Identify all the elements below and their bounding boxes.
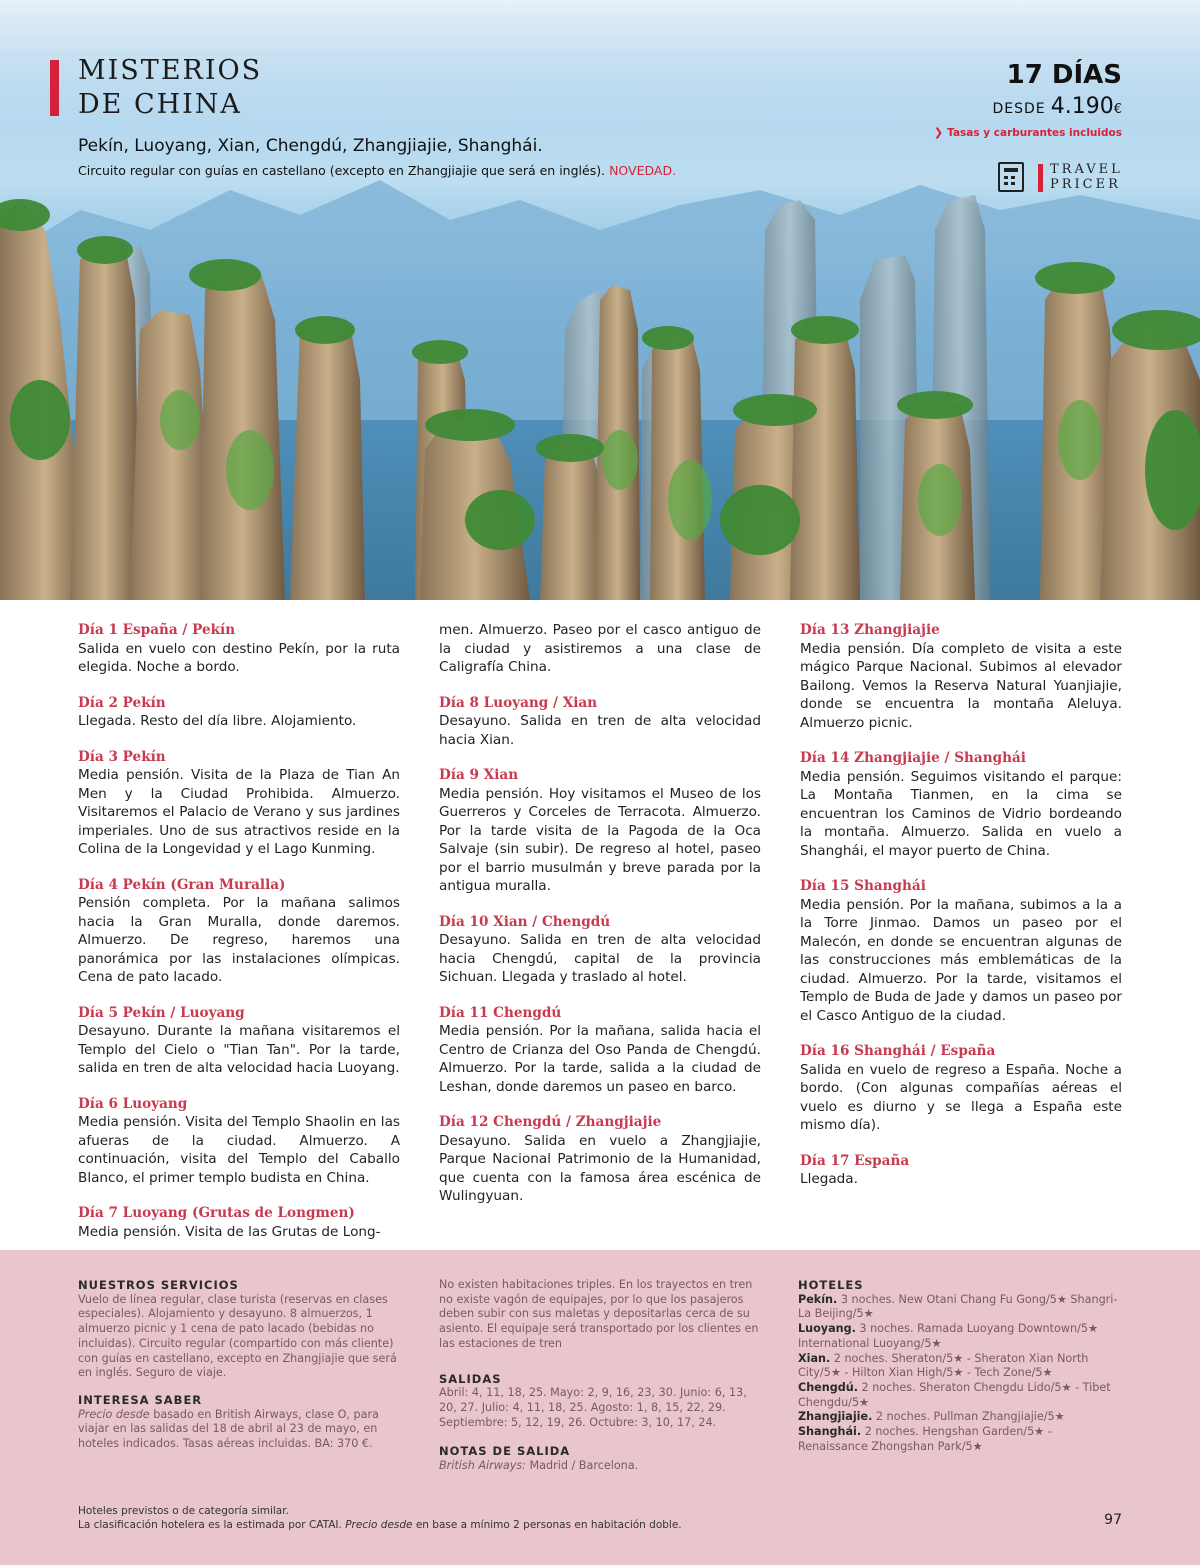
- day-description: Salida en vuelo de regreso a España. Noche a bordo. (Con algunas compañías aéreas el vuelo es diurno y se llega a España este mismo día).: [800, 1061, 1122, 1133]
- itinerary-day: [78, 694, 400, 731]
- notas-text: British Airways: Madrid / Barcelona.: [439, 1459, 639, 1473]
- hotel-entry: [798, 1410, 1123, 1425]
- itinerary-day: [800, 877, 1122, 1025]
- hoteles-list: [798, 1293, 1123, 1455]
- hotel-city: Xian.: [798, 1351, 831, 1365]
- day-description: men. Almuerzo. Paseo por el casco antiguo de la ciudad y asistiremos a una clase de Caligrafía China.: [439, 622, 761, 675]
- itinerary-day: [439, 694, 761, 750]
- itinerary-day: [439, 621, 761, 677]
- day-heading: Día 16 Shanghái / España: [800, 1043, 996, 1059]
- page-number: 97: [1104, 1512, 1122, 1528]
- day-heading: Día 10 Xian / Chengdú: [439, 913, 611, 930]
- hotel-text: 3 noches. Ramada Luoyang Downtown/5★ International Luoyang/5★: [798, 1322, 1099, 1350]
- day-description: Media pensión. Por la mañana, subimos a la a la Torre Jinmao. Damos un paseo por el Malecón, en donde se encuentran algunas de las construcciones más emblemáticas de la ciudad. Almuerzo. Por la tarde, visitamos el Templo de Buda de Jade y damos un paseo por el Casco Antiguo de la ciudad.: [800, 896, 1122, 1024]
- day-heading: Día 17 España: [800, 1152, 910, 1169]
- itinerary-column-2: [439, 621, 761, 1223]
- day-heading: Día 6 Luoyang: [78, 1095, 188, 1112]
- itinerary-day: [800, 1152, 1122, 1189]
- day-description: Llegada. Resto del día libre. Alojamiento.: [78, 713, 357, 729]
- day-heading: Día 8 Luoyang / Xian: [439, 694, 598, 711]
- hotel-city: Luoyang.: [798, 1322, 856, 1336]
- footer-notes: [78, 1504, 682, 1532]
- itinerary-day: [78, 1095, 400, 1188]
- day-description: Desayuno. Salida en tren de alta velocidad hacia Xian.: [439, 713, 761, 748]
- travel-pricer-word-2: PRICER: [1050, 177, 1121, 192]
- hotel-city: Zhangjiajie.: [798, 1410, 873, 1424]
- hotel-city: Pekín.: [798, 1292, 838, 1306]
- hotel-text: 3 noches. New Otani Chang Fu Gong/5★ Shangri-La Beijing/5★: [798, 1292, 1118, 1321]
- price-from: [993, 94, 1123, 119]
- salidas-text: Abril: 4, 11, 18, 25. Mayo: 2, 9, 16, 23, 30. Junio: 6, 13, 20, 27. Julio: 4, 11, 18, 25. Agosto: 1, 8, 15, 22, 29. Septiembre: 5, 12, 19, 26. Octubre: 3, 10, 17, 24.: [439, 1386, 747, 1429]
- desde-label: DESDE: [992, 101, 1046, 117]
- route-cities: Pekín, Luoyang, Xian, Chengdú, Zhangjiajie, Shanghái.: [78, 136, 543, 156]
- hotel-entry: [798, 1425, 1123, 1454]
- page-title: [78, 54, 262, 122]
- travel-pricer-word-1: TRAVEL: [1050, 162, 1123, 177]
- day-description: Media pensión. Hoy visitamos el Museo de los Guerreros y Corceles de Terracota. Almuerzo. Por la tarde visita de la Pagoda de la Oca Salvaje (sin subir). De regreso al hotel, paseo por el barrio musulmán y breve parada por la antigua muralla.: [439, 785, 761, 894]
- day-heading: Día 3 Pekín: [78, 748, 166, 765]
- day-heading: Día 11 Chengdú: [439, 1004, 562, 1021]
- circuit-description: [78, 163, 676, 178]
- itinerary-day: [78, 748, 400, 859]
- day-description: Desayuno. Durante la mañana visitaremos el Templo del Cielo o "Tian Tan". Por la tarde, salida en tren de alta velocidad hacia Luoyang.: [78, 1023, 400, 1076]
- tasas-text: Tasas y carburantes incluidos: [947, 127, 1122, 139]
- title-line-2: DE CHINA: [78, 89, 242, 120]
- day-heading: Día 5 Pekín / Luoyang: [78, 1004, 245, 1021]
- hotel-city: Shanghái.: [798, 1425, 862, 1439]
- hotel-text: 2 noches. Sheraton Chengdu Lido/5★ - Tibet Chengdu/5★: [798, 1380, 1111, 1409]
- footer-line-1: Hoteles previstos o de categoría similar.: [78, 1505, 289, 1517]
- tasas-note: [934, 126, 1122, 139]
- itinerary-day: [439, 766, 761, 896]
- salidas-title: SALIDAS: [439, 1371, 502, 1386]
- itinerary-day: [439, 913, 761, 987]
- interesa-text: Precio desde basado en British Airways, clase O, para viajar en las salidas del 18 de abril al 23 de mayo, en hoteles indicados. Tasas aéreas incluidas. BA: 370 €.: [78, 1407, 379, 1451]
- travel-pricer-logo: [998, 162, 1122, 194]
- day-heading: Día 13 Zhangjiajie: [800, 622, 940, 638]
- itinerary-day: [78, 1204, 400, 1241]
- title-accent-bar: [50, 60, 59, 116]
- price-currency: €: [1113, 102, 1122, 117]
- itinerary-day: [78, 1004, 400, 1078]
- travel-pricer-bar: [1038, 164, 1043, 192]
- day-heading: Día 7 Luoyang (Grutas de Longmen): [78, 1205, 355, 1221]
- info-column-1: [78, 1278, 403, 1452]
- chevron-right-icon: ❯: [933, 126, 944, 139]
- day-description: Media pensión. Visita de las Grutas de Long-: [78, 1223, 381, 1240]
- hotel-entry: [798, 1381, 1123, 1410]
- day-heading: Día 12 Chengdú / Zhangjiajie: [439, 1114, 662, 1130]
- hotel-text: 2 noches. Sheraton/5★ - Sheraton Xian North City/5★ - Hilton Xian High/5★ - Tech Zone/5★: [798, 1351, 1089, 1380]
- day-description: Media pensión. Por la mañana, salida hacia el Centro de Crianza del Oso Panda de Chengdú. Almuerzo. Por la tarde, salida a la ciudad de Leshan, donde daremos un paseo en barco.: [439, 1023, 761, 1095]
- hotel-city: Chengdú.: [798, 1380, 858, 1394]
- day-description: Pensión completa. Por la mañana salimos hacia la Gran Muralla, donde daremos. Almuerzo. De regreso, haremos una panorámica por las instalaciones olímpicas. Cena de pato lacado.: [78, 895, 400, 985]
- calculator-icon: [998, 162, 1024, 192]
- day-description: Llegada.: [800, 1171, 858, 1187]
- hotel-entry: [798, 1352, 1123, 1381]
- hotel-entry: [798, 1293, 1123, 1322]
- footer-line-2: La clasificación hotelera es la estimada por CATAI. Precio desde en base a mínimo 2 personas en habitación doble.: [78, 1519, 682, 1531]
- day-description: Desayuno. Salida en tren de alta velocidad hacia Chengdú, capital de la provincia Sichuan. Llegada y traslado al hotel.: [439, 932, 761, 985]
- triples-text: No existen habitaciones triples. En los trayectos en tren no existe vagón de equipajes, por lo que los pasajeros deben subir con sus maletas y depositarlas cerca de su asiento. El equipaje será transportado por los clientes en las estaciones de tren: [439, 1278, 759, 1350]
- day-description: Media pensión. Visita de la Plaza de Tian An Men y la Ciudad Prohibida. Almuerzo. Visitaremos el Palacio de Verano y sus jardines imperiales. Uno de sus atractivos reside en la Colina de la Longevidad y el Lago Kunming.: [78, 767, 400, 857]
- day-heading: Día 1 España / Pekín: [78, 622, 236, 638]
- day-heading: Día 4 Pekín (Gran Muralla): [78, 876, 286, 893]
- info-column-3: [798, 1278, 1123, 1454]
- hotel-entry: [798, 1322, 1123, 1351]
- circuit-text: Circuito regular con guías en castellano (excepto en Zhangjiajie que será en inglés).: [78, 163, 606, 178]
- interesa-title: INTERESA SABER: [78, 1392, 203, 1407]
- day-description: Media pensión. Seguimos visitando el parque: La Montaña Tianmen, en la cima se encuentran los Caminos de Vidrio bordeando la montaña. Almuerzo. Salida en vuelo a Shanghái, el mayor puerto de China.: [800, 768, 1122, 859]
- notas-title: NOTAS DE SALIDA: [439, 1444, 571, 1459]
- day-heading: Día 2 Pekín: [78, 694, 166, 711]
- day-description: Media pensión. Visita del Templo Shaolin en las afueras de la ciudad. Almuerzo. A continuación, visita del Templo del Caballo Blanco, el primer templo budista en China.: [78, 1114, 400, 1186]
- servicios-title: NUESTROS SERVICIOS: [78, 1278, 239, 1292]
- title-line-1: MISTERIOS: [78, 55, 263, 86]
- itinerary-day: [439, 1004, 761, 1097]
- servicios-text: Vuelo de línea regular, clase turista (reservas en clases especiales). Alojamiento y desayuno. 8 almuerzos, 1 almuerzo picnic y 1 cena de pato lacado (bebidas no incluidas). Circuito regular (compartido con más cliente) con guías en castellano, excepto en Zhangjiajie que será en inglés. Seguro de viaje.: [78, 1292, 397, 1380]
- day-heading: Día 9 Xian: [439, 767, 519, 783]
- info-column-2: [439, 1278, 764, 1474]
- itinerary-column-3: [800, 621, 1122, 1206]
- day-description: Media pensión. Día completo de visita a este mágico Parque Nacional. Subimos al elevador Bailong. Vemos la Reserva Natural Yuanjiajie, donde se encuentra la montaña Aleluya. Almuerzo picnic.: [800, 640, 1122, 731]
- itinerary-day: [800, 621, 1122, 732]
- day-heading: Día 15 Shanghái: [800, 878, 926, 894]
- itinerary-column-1: [78, 621, 400, 1258]
- hotel-text: 2 noches. Hengshan Garden/5★ - Renaissance Zhongshan Park/5★: [798, 1425, 1052, 1453]
- itinerary-day: [78, 621, 400, 677]
- hotel-text: 2 noches. Pullman Zhangjiajie/5★: [872, 1410, 1065, 1424]
- itinerary-day: [800, 749, 1122, 860]
- itinerary-day: [439, 1113, 761, 1206]
- price-value: 4.190: [1050, 94, 1114, 119]
- day-description: Salida en vuelo con destino Pekín, por la ruta elegida. Noche a bordo.: [78, 640, 400, 675]
- itinerary-day: [800, 1042, 1122, 1135]
- day-description: Desayuno. Salida en vuelo a Zhangjiajie, Parque Nacional Patrimonio de la Humanidad, que cuenta con la famosa área escénica de Wulingyuan.: [439, 1132, 761, 1204]
- trip-days: 17 DÍAS: [1006, 60, 1122, 90]
- novedad-label: NOVEDAD.: [609, 163, 677, 178]
- hoteles-title: HOTELES: [798, 1278, 864, 1292]
- day-heading: Día 14 Zhangjiajie / Shanghái: [800, 750, 1026, 766]
- itinerary-day: [78, 876, 400, 987]
